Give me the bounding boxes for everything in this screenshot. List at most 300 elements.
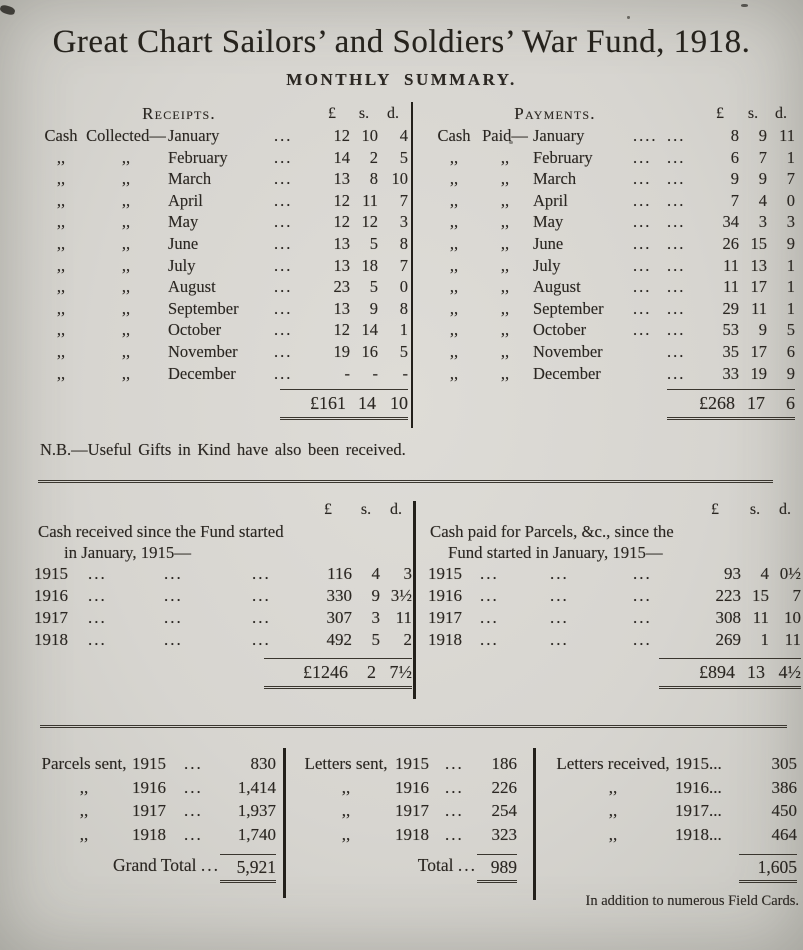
double-rule: [40, 725, 787, 728]
letters-sent-label: Letters sent,: [304, 754, 388, 774]
leader-dots: ...: [184, 754, 203, 774]
leader-dots: ...: [274, 190, 293, 210]
shillings-value: 11: [362, 190, 378, 210]
payments-row: [411, 147, 803, 169]
cash-ditto-label: ,,: [56, 298, 66, 318]
leader-dots: ...: [633, 298, 652, 318]
cash-ditto-label: ,,: [449, 341, 459, 361]
column-divider: [413, 501, 416, 699]
leader-dots: ...: [274, 126, 293, 145]
shillings-value: 10: [361, 126, 378, 145]
page-title: Great Chart Sailors’ and Soldiers’ War Fund, 1918.: [52, 24, 751, 60]
leader-dots: ...: [667, 190, 686, 210]
receipts-heading: Receipts.: [142, 104, 216, 123]
receipts-total-row: [0, 389, 408, 420]
pence-value: 7: [786, 169, 795, 189]
pence-header: d.: [775, 105, 787, 122]
total-value: 1,605: [739, 854, 797, 883]
leader-dots: ...: [480, 564, 499, 584]
leader-dots: ...: [200, 855, 220, 876]
payments-row: [411, 319, 803, 341]
leader-dots: ...: [252, 630, 271, 650]
collected-ditto-label: ,,: [121, 320, 131, 340]
scan-artifact: [627, 16, 630, 19]
pence-value: 5: [786, 320, 795, 340]
collected-ditto-label: ,,: [121, 341, 131, 361]
footer-note: In addition to numerous Field Cards.: [585, 893, 799, 910]
double-rule: [38, 480, 773, 483]
parcels-sent-label: Parcels sent,: [41, 754, 127, 774]
letters-sent-row: [283, 799, 533, 823]
cash-ditto-label: ,,: [449, 147, 459, 167]
pounds-value: 19: [333, 341, 350, 361]
month-label: July: [533, 255, 561, 275]
collected-ditto-label: ,,: [121, 233, 131, 253]
paid-ditto-label: ,,: [500, 169, 510, 189]
leader-dots: ...: [550, 608, 569, 628]
collected-ditto-label: Collected—: [86, 126, 166, 145]
shillings-value: 17: [750, 277, 767, 297]
payments-row: [411, 255, 803, 277]
pence-value: -: [402, 363, 408, 383]
pounds-value: 330: [326, 586, 352, 606]
pounds-header: £: [328, 105, 336, 122]
pence-header: d.: [779, 501, 791, 519]
pounds-value: 8: [730, 126, 739, 145]
month-label: December: [168, 363, 236, 383]
parcels-sent-row: [0, 776, 283, 800]
cash-paid-row: [412, 607, 801, 629]
letters-received-label: Letters received,: [556, 754, 670, 774]
cash-received-caption-line2: in January, 1915—: [64, 543, 192, 563]
subtitle: MONTHLY SUMMARY.: [286, 70, 517, 89]
pence-value: 1: [786, 255, 795, 275]
shillings-value: 7: [758, 147, 767, 167]
year-label: 1918: [395, 824, 429, 844]
leader-dots: ...: [184, 801, 203, 821]
leader-dots: ...: [633, 233, 652, 253]
parcels-sent-row: [0, 823, 283, 847]
year-label: 1916: [428, 586, 462, 606]
leader-dots: ...: [274, 277, 293, 297]
payments-row: [411, 363, 803, 385]
parcels-sent-label: ,,: [79, 777, 89, 797]
pounds-value: 34: [722, 212, 739, 232]
total-pounds: £161: [310, 393, 346, 414]
cash-paid-caption-line2: Fund started in January, 1915—: [448, 543, 663, 563]
paid-ditto-label: ,,: [500, 190, 510, 210]
letters-received-row: [533, 823, 803, 847]
cash-paid-row: [412, 585, 801, 607]
shillings-value: 14: [361, 320, 378, 340]
shillings-value: 19: [750, 363, 767, 383]
cash-received-caption-line1: Cash received since the Fund started: [38, 522, 284, 542]
leader-dots: ...: [480, 630, 499, 650]
collected-ditto-label: ,,: [121, 190, 131, 210]
parcels-grand-total-row: [0, 854, 283, 883]
leader-dots: ...: [667, 233, 686, 253]
pence-value: 3: [786, 212, 795, 232]
cash-ditto-label: ,,: [56, 363, 66, 383]
cash-ditto-label: ,,: [449, 190, 459, 210]
letters-received-row: [533, 776, 803, 800]
leader-dots: [633, 341, 667, 363]
leader-dots: ...: [274, 147, 293, 167]
month-label: December: [533, 363, 601, 383]
pence-value: 0: [399, 277, 408, 297]
leader-dots: ...: [633, 212, 652, 232]
leader-dots: ...: [88, 608, 107, 628]
letters-sent-label: ,,: [341, 801, 351, 821]
letters-received-row: [533, 752, 803, 776]
month-label: May: [533, 212, 564, 232]
paid-ditto-label: ,,: [500, 147, 510, 167]
cash-ditto-label: ,,: [56, 277, 66, 297]
collected-ditto-label: ,,: [121, 277, 131, 297]
cash-paid-table: [412, 499, 801, 689]
count-value: 450: [771, 801, 797, 821]
letters-received-total-row: [533, 854, 803, 883]
month-label: February: [533, 147, 593, 167]
cash-ditto-label: ,,: [449, 277, 459, 297]
count-value: 464: [771, 824, 797, 844]
total-pence: 7½: [389, 662, 412, 683]
cash-ditto-label: ,,: [449, 233, 459, 253]
paid-ditto-label: ,,: [500, 255, 510, 275]
payments-row: [411, 298, 803, 320]
leader-dots: ...: [184, 824, 203, 844]
pence-value: 4: [399, 126, 408, 145]
pence-value: 11: [784, 630, 801, 650]
leader-dots: ...: [633, 255, 652, 275]
cash-received-header-row: [0, 499, 412, 521]
receipts-row: [0, 341, 411, 363]
receipts-row: [0, 168, 411, 190]
pence-value: 1: [786, 147, 795, 167]
shillings-value: 9: [758, 320, 767, 340]
month-label: March: [533, 169, 577, 189]
leader-dots: ...: [88, 564, 107, 584]
shillings-value: 3: [758, 212, 767, 232]
payments-row: [411, 125, 803, 147]
pounds-value: 93: [724, 564, 741, 584]
shillings-header: s.: [747, 105, 759, 122]
pounds-value: 14: [333, 147, 350, 167]
collected-ditto-label: ,,: [121, 147, 131, 167]
total-pounds: £894: [699, 662, 735, 683]
shillings-value: 4: [758, 190, 767, 210]
cash-paid-total-row: [412, 658, 801, 689]
cash-ditto-label: ,,: [56, 341, 66, 361]
leader-dots: ...: [445, 777, 464, 797]
receipts-row: [0, 190, 411, 212]
year-label: 1916...: [675, 777, 722, 797]
leader-dots: ...: [667, 212, 686, 232]
shillings-value: 5: [371, 630, 380, 650]
parcels-sent-label: ,,: [79, 824, 89, 844]
cash-received-rows: [0, 563, 412, 651]
count-value: 1,414: [237, 777, 276, 797]
paid-ditto-label: ,,: [500, 277, 510, 297]
letters-received-row: [533, 799, 803, 823]
scan-artifact: [0, 4, 16, 16]
year-label: 1915: [395, 754, 429, 774]
leader-dots: ...: [164, 630, 183, 650]
receipts-row: [0, 147, 411, 169]
cash-received-row: [0, 629, 412, 651]
month-label: September: [168, 298, 239, 318]
letters-received-label: ,,: [608, 824, 618, 844]
total-pence: 10: [390, 393, 408, 414]
leader-dots: ...: [633, 277, 652, 297]
shillings-header: s.: [358, 105, 370, 122]
payments-table: [411, 103, 803, 420]
pounds-value: 53: [722, 320, 739, 340]
count-value: 1,740: [237, 824, 276, 844]
year-label: 1915: [132, 754, 166, 774]
pence-value: 2: [403, 630, 412, 650]
month-label: November: [168, 341, 238, 361]
pence-value: 8: [399, 233, 408, 253]
cash-ditto-label: ,,: [56, 320, 66, 340]
shillings-value: 5: [369, 277, 378, 297]
receipts-rows: [0, 125, 411, 384]
pounds-value: 307: [326, 608, 352, 628]
pounds-value: 308: [715, 608, 741, 628]
cash-ditto-label: ,,: [56, 190, 66, 210]
leader-dots: ...: [633, 190, 652, 210]
leader-dots: ...: [667, 126, 686, 145]
letters-sent-table: [283, 752, 533, 925]
pence-value: 11: [779, 126, 795, 145]
pence-header: d.: [387, 105, 399, 122]
cash-ditto-label: ,,: [449, 363, 459, 383]
shillings-value: 12: [361, 212, 378, 232]
year-label: 1916: [132, 777, 166, 797]
count-value: 1,937: [237, 801, 276, 821]
receipts-row: [0, 125, 411, 147]
pence-value: 3: [403, 564, 412, 584]
payments-rows: [411, 125, 803, 384]
payments-row: [411, 211, 803, 233]
shillings-value: 18: [361, 255, 378, 275]
cash-ditto-label: ,,: [56, 212, 66, 232]
total-label: Total: [417, 855, 454, 876]
pence-value: 7: [399, 255, 408, 275]
pence-header: d.: [390, 501, 402, 519]
shillings-value: 15: [752, 586, 769, 606]
leader-dots: ...: [274, 341, 293, 361]
year-label: 1916: [34, 586, 68, 606]
leader-dots: ...: [667, 169, 686, 189]
payments-header-row: [411, 103, 803, 125]
pence-value: 9: [786, 233, 795, 253]
pounds-value: 26: [722, 233, 739, 253]
year-label: 1915...: [675, 754, 722, 774]
pounds-value: 13: [333, 298, 350, 318]
parcels-sent-label: ,,: [79, 801, 89, 821]
shillings-value: 5: [369, 233, 378, 253]
year-label: 1917: [395, 801, 429, 821]
total-pounds: £1246: [303, 662, 348, 683]
month-label: June: [533, 233, 564, 253]
pounds-value: 11: [723, 255, 739, 275]
leader-dots: ...: [667, 363, 686, 383]
count-value: 226: [491, 777, 517, 797]
leader-dots: ...: [252, 586, 271, 606]
paid-ditto-label: ,,: [500, 363, 510, 383]
leader-dots: ...: [633, 169, 652, 189]
total-shillings: 17: [747, 393, 765, 414]
cash-received-row: [0, 585, 412, 607]
leader-dots: ...: [457, 855, 477, 876]
leader-dots: ...: [252, 564, 271, 584]
shillings-value: 2: [369, 147, 378, 167]
pounds-value: 223: [715, 586, 741, 606]
cash-ditto-label: ,,: [449, 320, 459, 340]
total-shillings: 14: [358, 393, 376, 414]
letters-sent-label: ,,: [341, 824, 351, 844]
month-label: October: [168, 320, 222, 340]
cash-ditto-label: ,,: [56, 233, 66, 253]
shillings-value: -: [372, 363, 378, 383]
shillings-value: 4: [371, 564, 380, 584]
month-label: September: [533, 298, 604, 318]
cash-paid-row: [412, 629, 801, 651]
total-pence: 6: [786, 393, 795, 414]
pence-value: 9: [786, 363, 795, 383]
paid-ditto-label: ,,: [500, 233, 510, 253]
parcels-sent-rows: [0, 752, 283, 846]
shillings-value: 16: [361, 341, 378, 361]
paid-ditto-label: ,,: [500, 320, 510, 340]
leader-dots: ...: [164, 564, 183, 584]
month-label: January: [168, 126, 220, 145]
monthly-summary-section: [0, 103, 803, 420]
pounds-value: 33: [722, 363, 739, 383]
leader-dots: ...: [274, 255, 293, 275]
year-label: 1918: [132, 824, 166, 844]
month-label: June: [168, 233, 199, 253]
parcels-sent-row: [0, 799, 283, 823]
letters-received-label: ,,: [608, 801, 618, 821]
shillings-value: 9: [369, 298, 378, 318]
total-value: 989: [477, 854, 517, 883]
pounds-value: 13: [333, 169, 350, 189]
letters-sent-row: [283, 823, 533, 847]
parcels-sent-row: [0, 752, 283, 776]
receipts-row: [0, 233, 411, 255]
pence-value: 10: [784, 608, 801, 628]
pence-value: 11: [395, 608, 412, 628]
leader-dots: ...: [667, 320, 686, 340]
pence-value: 1: [399, 320, 408, 340]
letters-received-rows: [533, 752, 803, 846]
receipts-row: [0, 211, 411, 233]
receipts-row: [0, 363, 411, 385]
pounds-value: 12: [333, 320, 350, 340]
year-label: 1918: [428, 630, 462, 650]
cumulative-section: [0, 499, 803, 689]
leader-dots: ...: [550, 564, 569, 584]
year-label: 1916: [395, 777, 429, 797]
pence-value: 1: [786, 298, 795, 318]
shillings-value: 1: [760, 630, 769, 650]
year-label: 1918...: [675, 824, 722, 844]
leader-dots: ...: [633, 320, 652, 340]
pence-value: 6: [786, 341, 795, 361]
leader-dots: ...: [550, 586, 569, 606]
pounds-value: 12: [333, 212, 350, 232]
cash-received-table: [0, 499, 412, 689]
shillings-header: s.: [749, 501, 761, 519]
collected-ditto-label: ,,: [121, 255, 131, 275]
scan-artifact: [741, 4, 748, 7]
leader-dots: ...: [445, 754, 464, 774]
cash-ditto-label: ,,: [56, 147, 66, 167]
cash-ditto-label: ,,: [56, 255, 66, 275]
pence-value: 5: [399, 341, 408, 361]
month-label: August: [533, 277, 581, 297]
letters-received-table: [533, 752, 803, 925]
leader-dots: ...: [274, 363, 293, 383]
pence-value: 0: [786, 190, 795, 210]
month-label: May: [168, 212, 199, 232]
leader-dots: ...: [274, 320, 293, 340]
shillings-value: 17: [750, 341, 767, 361]
leader-dots: ...: [480, 586, 499, 606]
column-divider: [533, 748, 536, 900]
shillings-header: s.: [360, 501, 372, 519]
cash-received-total-row: [0, 658, 412, 689]
leader-dots: ...: [88, 586, 107, 606]
payments-total-row: [411, 389, 795, 420]
shillings-value: 9: [758, 169, 767, 189]
pounds-value: 12: [333, 190, 350, 210]
leader-dots: ...: [88, 630, 107, 650]
shillings-value: 11: [751, 298, 767, 318]
leader-dots: ...: [633, 147, 652, 167]
leader-dots: ...: [633, 586, 652, 606]
nb-note: N.B.—Useful Gifts in Kind have also been received.: [40, 440, 406, 460]
month-label: July: [168, 255, 196, 275]
payments-row: [411, 276, 803, 298]
payments-row: [411, 233, 803, 255]
cash-paid-header-row: [412, 499, 801, 521]
shillings-value: 9: [758, 126, 767, 145]
letters-sent-row: [283, 752, 533, 776]
pence-value: 3½: [390, 586, 412, 606]
pounds-value: 116: [327, 564, 352, 584]
leader-dots: ...: [274, 169, 293, 189]
pounds-value: 23: [333, 277, 350, 297]
payments-row: [411, 341, 803, 363]
month-label: April: [533, 190, 568, 210]
pence-value: 10: [391, 169, 408, 189]
month-label: April: [168, 190, 203, 210]
receipts-row: [0, 276, 411, 298]
parcels-sent-table: [0, 752, 283, 925]
pounds-header: £: [716, 105, 724, 122]
cash-paid-row: [412, 563, 801, 585]
leader-dots: ...: [667, 255, 686, 275]
letters-sent-total-row: [283, 854, 533, 883]
year-label: 1917...: [675, 801, 722, 821]
count-value: 830: [250, 754, 276, 774]
receipts-row: [0, 319, 411, 341]
letters-sent-rows: [283, 752, 533, 846]
leader-dots: ...: [667, 147, 686, 167]
